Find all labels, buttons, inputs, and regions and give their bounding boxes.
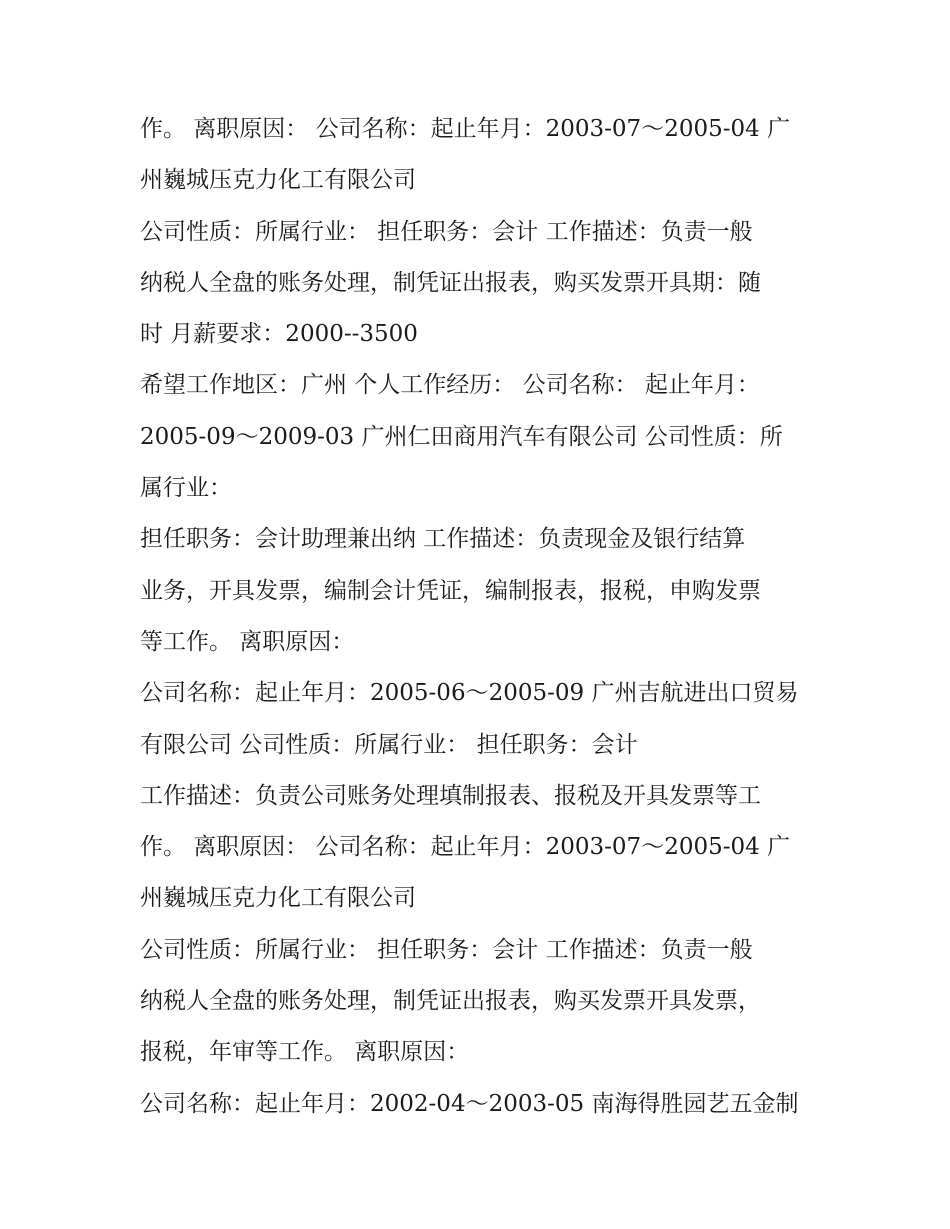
text-line-10: 业务，开具发票，编制会计凭证，编制报表，报税，申购发票 — [140, 577, 761, 604]
text-line-11: 等工作。 离职原因： — [140, 628, 355, 655]
text-line-13: 有限公司 公司性质：所属行业： 担任职务：会计 — [140, 731, 638, 758]
text-line-1: 作。 离职原因： 公司名称：起止年月：2003-07～2005-04 广 — [140, 116, 791, 142]
text-line-8: 属行业： — [140, 475, 232, 502]
text-line-14: 工作描述：负责公司账务处理填制报表、报税及开具发票等工 — [140, 782, 761, 809]
resume-text-block — [140, 104, 816, 1130]
text-line-15: 作。 离职原因： 公司名称：起止年月：2003-07～2005-04 广 — [140, 834, 791, 861]
text-line-3: 公司性质：所属行业： 担任职务：会计 工作描述：负责一般 — [140, 218, 753, 245]
text-line-16: 州巍城压克力化工有限公司 — [140, 885, 416, 912]
text-line-19: 报税，年审等工作。 离职原因： — [140, 1039, 470, 1066]
text-line-2: 州巍城压克力化工有限公司 — [140, 167, 416, 194]
text-line-5: 时 月薪要求：2000--3500 — [140, 321, 418, 348]
text-line-7: 2005-09～2009-03 广州仁田商用汽车有限公司 公司性质：所 — [140, 423, 783, 450]
text-line-9: 担任职务：会计助理兼出纳 工作描述：负责现金及银行结算 — [140, 526, 746, 553]
text-line-6: 希望工作地区：广州 个人工作经历： 公司名称： 起止年月： — [140, 372, 760, 399]
text-line-4: 纳税人全盘的账务处理，制凭证出报表，购买发票开具期：随 — [140, 269, 761, 296]
text-line-20: 公司名称：起止年月：2002-04～2003-05 南海得胜园艺五金制 — [140, 1090, 799, 1117]
text-line-17: 公司性质：所属行业： 担任职务：会计 工作描述：负责一般 — [140, 936, 753, 963]
text-line-12: 公司名称：起止年月：2005-06～2005-09 广州吉航进出口贸易 — [140, 680, 799, 707]
text-line-18: 纳税人全盘的账务处理，制凭证出报表，购买发票开具发票， — [140, 988, 761, 1015]
